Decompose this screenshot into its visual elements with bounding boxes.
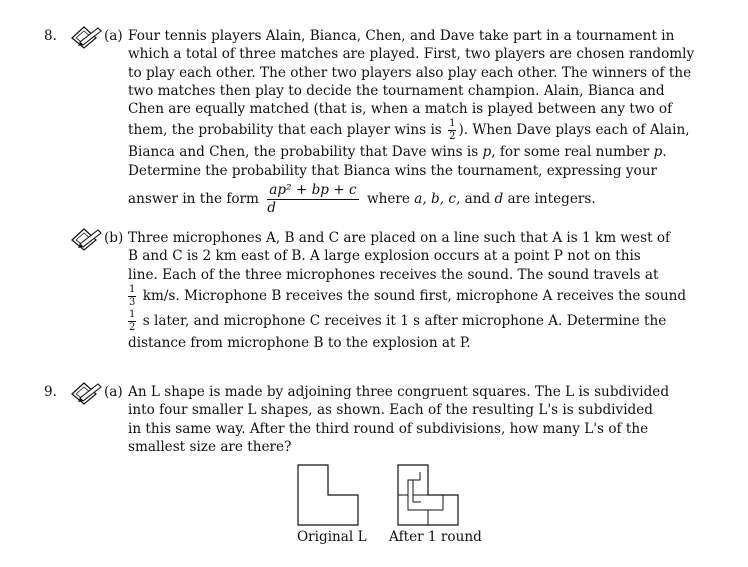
text-segment: where (366, 191, 410, 208)
pencil-paper-icon (70, 226, 102, 252)
fraction (128, 309, 136, 334)
fraction (448, 118, 456, 143)
question-9a (104, 383, 670, 455)
question-8a (104, 27, 695, 217)
fraction-numerator: 1 (129, 308, 136, 320)
question-8a-text (128, 27, 695, 217)
text-line (128, 143, 667, 161)
question-8b (104, 229, 687, 351)
text-line: in this same way. After the third round of subdivisions, how many L's of the (128, 420, 649, 437)
l-shape-figure (290, 460, 470, 530)
variable: p (482, 144, 492, 161)
variable: p (653, 144, 663, 161)
text-segment: s later, and microphone C receives it 1 s after microphone A. Determine the (142, 312, 667, 329)
answer-form-fraction (267, 182, 358, 217)
text-line: line. Each of the three microphones receives the sound. The sound travels at (128, 266, 659, 283)
text-segment: km/s. Microphone B receives the sound first, microphone A receives the sound (142, 287, 687, 304)
text-line: Four tennis players Alain, Bianca, Chen, and Dave take part in a tournament in (128, 28, 675, 44)
text-segment: , for some real number (491, 144, 650, 161)
fraction-denominator: 2 (129, 321, 136, 333)
fraction-denominator: d (267, 200, 276, 217)
question-9a-text (128, 383, 670, 456)
text-segment: Bianca and Chen, the probability that Dave wins is (128, 144, 479, 161)
pencil-paper-icon (70, 24, 102, 50)
text-line: Chen are equally matched (that is, when a match is played between any two of (128, 101, 673, 118)
text-line: distance from microphone B to the explosion at P. (128, 334, 471, 351)
fraction-denominator: 3 (129, 296, 136, 308)
text-line: An L shape is made by adjoining three congruent squares. The L is subdivided (128, 384, 670, 400)
original-l-shape (298, 465, 358, 525)
text-line (128, 182, 638, 217)
text-line: Three microphones A, B and C are placed on a line such that A is 1 km west of (128, 230, 671, 246)
question-9-number: 9. (44, 384, 57, 400)
fraction (128, 284, 136, 309)
text-line: two matches then play to decide the tournament champion. Alain, Bianca and (128, 82, 665, 99)
pencil-paper-icon (70, 380, 102, 406)
text-line (128, 118, 690, 143)
fraction-numerator: 1 (129, 283, 136, 295)
text-line: which a total of three matches are played. First, two players are chosen randomly (128, 46, 695, 63)
text-segment: them, the probability that each player wins is (128, 122, 442, 139)
part-label: (a) (104, 28, 123, 44)
question-8b-text (128, 229, 687, 352)
fraction-denominator: 2 (449, 131, 456, 143)
question-8-number: 8. (44, 28, 57, 44)
text-segment: are integers. (507, 191, 596, 208)
text-segment: answer in the form (128, 191, 259, 208)
figure-caption-after-round: After 1 round (389, 529, 482, 545)
text-line (128, 283, 687, 309)
text-segment: and (464, 191, 491, 208)
subdivision-lines (398, 472, 443, 525)
variable: a, b, c, (414, 191, 461, 208)
text-line: into four smaller L shapes, as shown. Each of the resulting L's is subdivided (128, 402, 653, 419)
text-line: B and C is 2 km east of B. A large explosion occurs at a point P not on this (128, 248, 641, 265)
text-segment: . (662, 144, 667, 161)
text-line (128, 308, 667, 334)
figure-caption-original: Original L (297, 529, 367, 545)
text-line: Determine the probability that Bianca wins the tournament, expressing your (128, 162, 657, 179)
fraction-numerator: 1 (449, 118, 456, 130)
fraction-numerator: ap² + bp + c (269, 182, 357, 199)
text-line: smallest size are there? (128, 438, 292, 455)
variable: d (494, 191, 504, 208)
part-label: (b) (104, 230, 124, 246)
part-label: (a) (104, 384, 123, 400)
text-line: to play each other. The other two players also play each other. The winners of the (128, 64, 692, 81)
text-segment: ). When Dave plays each of Alain, (458, 122, 690, 139)
